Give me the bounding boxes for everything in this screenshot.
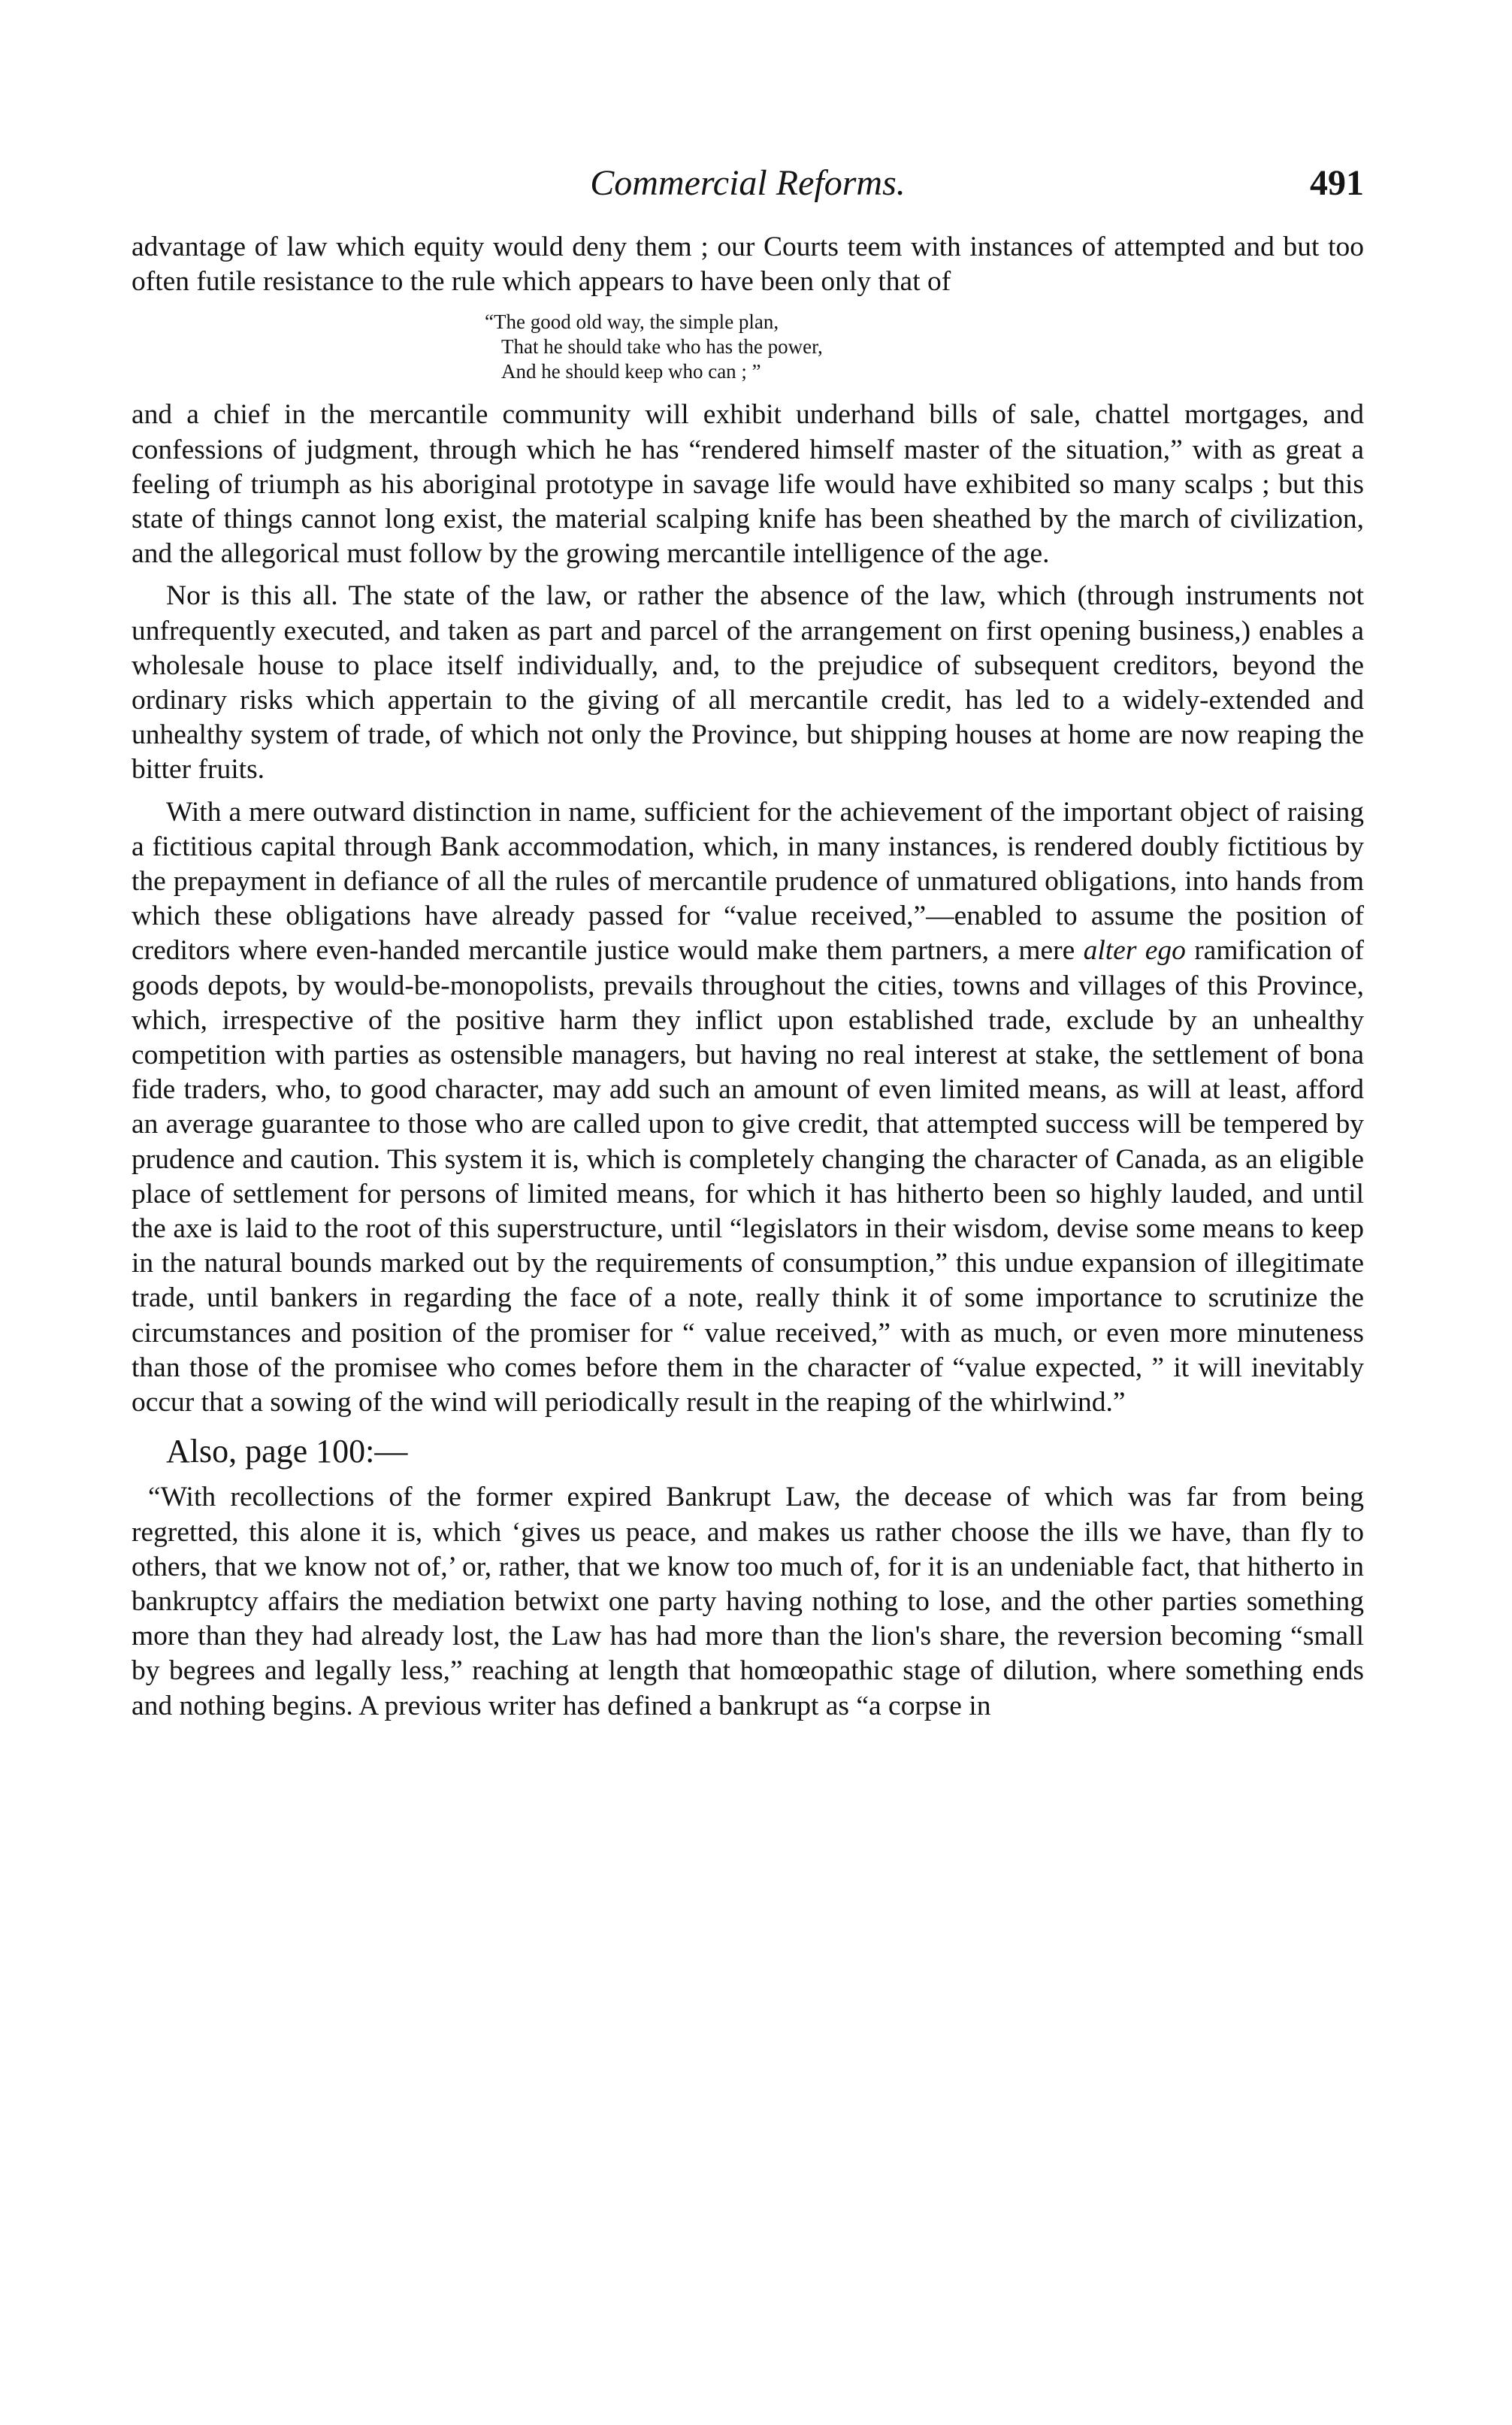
verse-line-2: That he should take who has the power, [501, 335, 823, 359]
paragraph-1: advantage of law which equity would deny them ; our Courts teem with instances of attempted and but too often futile resistance to the rule which appears to have been only that of [132, 232, 1364, 298]
paragraph-4-italic: alter ego [1083, 935, 1186, 967]
body-text [132, 230, 1364, 1724]
paragraph-4 [132, 795, 1364, 1421]
verse-quote [485, 310, 1364, 384]
running-title: Commercial Reforms. [590, 163, 906, 203]
page-header [132, 162, 1364, 210]
paragraph-5: “With recollections of the former expired Bankrupt Law, the decease of which was far from being regretted, this alone it is, which ‘gives us peace, and makes us rather choose the ills we have, than fly to others, that we know not of,’ or, rather, that we know too much of, for it is an undeniable fact, that hitherto in bankruptcy affairs the mediation betwixt one party having nothing to lose, and the other parties something more than they had already lost, the Law has had more than the lion's share, the reversion becoming “small by begrees and legally less,” reaching at length that homœopathic stage of dilution, where something ends and nothing begins. A previous writer has defined a bankrupt as “a corpse in [132, 1482, 1364, 1721]
paragraph-2: and a chief in the mercantile community will exhibit underhand bills of sale, chattel mortgages, and confessions of judgment, through which he has “rendered himself master of the situation,” with as great a feeling of triumph as his aboriginal prototype in savage life would have exhibited so many scalps ; but this state of things cannot long exist, the material scalping knife has been sheathed by the march of civilization, and the allegorical must follow by the growing mercantile intelligence of the age. [132, 399, 1364, 570]
verse-line-3: And he should keep who can ; ” [501, 360, 761, 383]
verse-line-1: “The good old way, the simple plan, [485, 310, 779, 334]
paragraph-3: Nor is this all. The state of the law, or rather the absence of the law, which (through instruments not unfrequently executed, and taken as part and parcel of the arrangement on first opening business,) enables a wholesale house to place itself individually, and, to the prejudice of subsequent creditors, beyond the ordinary risks which appertain to the giving of all mercantile credit, has led to a widely-extended and unhealthy system of trade, of which not only the Province, but shipping houses at home are now reaping the bitter fruits. [132, 580, 1364, 786]
paragraph-4-part-1: With a mere outward distinction in name, sufficient for the achievement of the important object of raising a fictitious capital through Bank accommodation, which, in many instances, is rendered doubly fictitious by the prepayment in defiance of all the rules of mercantile prudence of unmatured obligations, into hands from which these obligations have already passed for “value received,”—enabled to assume the position of creditors where even-handed mercantile justice would make them partners, a mere [132, 796, 1364, 967]
page-number: 491 [1310, 163, 1364, 203]
also-page-reference: Also, page 100:— [166, 1433, 408, 1470]
paragraph-4-part-2: ramification of goods depots, by would-be-monopolists, prevails throughout the cities, towns and villages of this Province, which, irrespective of the positive harm they inflict upon established trade, exclude by an unhealthy competition with parties as ostensible managers, but having no real interest at stake, the settlement of bona fide traders, who, to good character, may add such an amount of even limited means, as will at least, afford an average guarantee to those who are called upon to give credit, that attempted success will be tempered by prudence and caution. This system it is, which is completely changing the character of Canada, as an eligible place of settlement for persons of limited means, for which it has hitherto been so highly lauded, and until the axe is laid to the root of this superstructure, until “legislators in their wisdom, devise some means to keep in the natural bounds marked out by the requirements of consumption,” this undue expansion of illegitimate trade, until bankers in regarding the face of a note, really think it of some importance to scrutinize the circumstances and position of the promiser for “ value received,” with as much, or even more minuteness than those of the promisee who comes before them in the character of “value expected, ” it will inevitably occur that a sowing of the wind will periodically result in the reaping of the whirlwind.” [132, 935, 1364, 1418]
